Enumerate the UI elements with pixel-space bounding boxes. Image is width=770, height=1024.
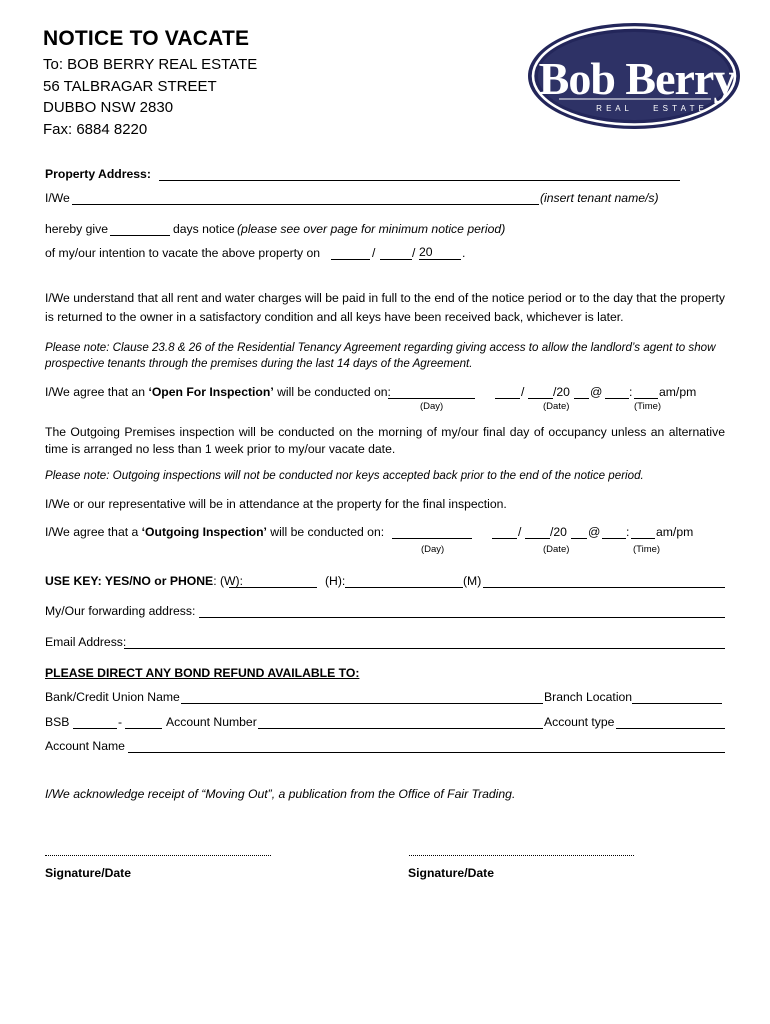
ofi-date-caption: (Date)	[543, 401, 570, 412]
ofi-date-month-field[interactable]	[528, 385, 553, 399]
bsb-label: BSB	[45, 715, 70, 729]
svg-text:Bob Berry: Bob Berry	[538, 53, 736, 104]
ofi-sentence	[45, 385, 391, 399]
outgoing-time-caption: (Time)	[633, 544, 661, 555]
ofi-prefix: I/We agree that an	[45, 385, 149, 399]
ofi-suffix: will be conducted on:	[273, 385, 391, 399]
outgoing-sentence	[45, 525, 384, 539]
use-key-line	[45, 574, 243, 588]
ofi-slash: /	[521, 385, 525, 399]
agency-name: To: BOB BERRY REAL ESTATE	[43, 56, 258, 73]
account-number-label: Account Number	[166, 715, 257, 729]
use-key-w-label: : (W):	[213, 574, 243, 588]
acknowledge-text: I/We acknowledge receipt of “Moving Out”, a publication from the Office of Fair Trading.	[45, 787, 516, 801]
bsb-dash: -	[118, 715, 123, 729]
use-key-h-label: (H):	[325, 574, 346, 588]
ofi-day-field[interactable]	[388, 385, 475, 399]
minimum-notice-note: (please see over page for minimum notice period)	[237, 222, 506, 236]
vacate-day-field[interactable]	[331, 246, 370, 260]
hereby-give-label: hereby give	[45, 222, 109, 236]
outgoing-date-day-field[interactable]	[492, 525, 517, 539]
outgoing-year-field[interactable]	[571, 525, 587, 539]
ofi-bold: ‘Open For Inspection’	[148, 385, 274, 399]
vacate-end: .	[462, 246, 466, 260]
vacate-slash-2: /	[412, 246, 416, 260]
outgoing-colon: :	[626, 525, 630, 539]
page-title: NOTICE TO VACATE	[43, 27, 250, 50]
account-type-field[interactable]	[616, 715, 725, 729]
outgoing-date-caption: (Date)	[543, 544, 570, 555]
svg-text:E S T A T E: E S T A T E	[653, 104, 705, 113]
vacate-year-field[interactable]	[419, 246, 461, 260]
ofi-ampm: am/pm	[659, 385, 697, 399]
bsb-first-field[interactable]	[73, 715, 117, 729]
tenant-names-field[interactable]	[72, 191, 539, 205]
iwe-label: I/We	[45, 191, 70, 205]
vacate-month-field[interactable]	[380, 246, 412, 260]
outgoing-suffix: will be conducted on:	[266, 525, 385, 539]
ofi-at: @	[590, 385, 603, 399]
account-type-label: Account type	[544, 715, 615, 729]
ofi-year: /20	[553, 385, 570, 399]
outgoing-prefix: I/We agree that a	[45, 525, 142, 539]
branch-location-field[interactable]	[632, 690, 722, 704]
ofi-year-field[interactable]	[574, 385, 589, 399]
days-notice-field[interactable]	[110, 222, 170, 236]
outgoing-at: @	[588, 525, 601, 539]
representative-text: I/We or our representative will be in attendance at the property for the final inspection.	[45, 497, 507, 511]
phone-mobile-field[interactable]	[483, 574, 725, 588]
forwarding-address-field[interactable]	[199, 604, 725, 618]
outgoing-day-caption: (Day)	[421, 544, 445, 555]
vacate-year-prefix: 20	[419, 245, 433, 259]
property-address-field[interactable]	[159, 167, 680, 181]
signature-right-line[interactable]	[409, 845, 634, 856]
bank-label: Bank/Credit Union Name	[45, 690, 180, 704]
branch-label: Branch Location	[544, 690, 633, 704]
property-address-label: Property Address:	[45, 167, 151, 181]
use-key-m-label: (M)	[463, 574, 482, 588]
agency-suburb: DUBBO NSW 2830	[43, 99, 174, 116]
email-label: Email Address:	[45, 635, 127, 649]
agency-street: 56 TALBRAGAR STREET	[43, 77, 217, 95]
signature-right-label: Signature/Date	[408, 866, 495, 880]
outgoing-date-month-field[interactable]	[525, 525, 550, 539]
phone-work-field[interactable]	[229, 574, 317, 588]
account-name-field[interactable]	[128, 739, 725, 753]
outgoing-minute-field[interactable]	[631, 525, 655, 539]
account-number-field[interactable]	[258, 715, 543, 729]
forwarding-label: My/Our forwarding address:	[45, 604, 196, 618]
phone-home-field[interactable]	[345, 574, 463, 588]
outgoing-day-field[interactable]	[392, 525, 472, 539]
outgoing-year: /20	[550, 525, 567, 539]
email-field[interactable]	[124, 635, 725, 649]
ofi-minute-field[interactable]	[634, 385, 658, 399]
vacate-slash-1: /	[372, 246, 376, 260]
rent-charges-paragraph: I/We understand that all rent and water charges will be paid in full to the end of the notice period or to the day that the property is returned to the owner in a satisfactory condition and all keys have been received back, whichever is later.	[45, 291, 725, 324]
clause-note: Please note: Clause 23.8 & 26 of the Residential Tenancy Agreement regarding giving access to allow the landlord’s agent to show prospective tenants through the premises during the last 14 days of the Agreement.	[45, 341, 716, 370]
account-name-label: Account Name	[45, 739, 125, 753]
outgoing-bold: ‘Outgoing Inspection’	[141, 525, 267, 539]
outgoing-slash: /	[518, 525, 522, 539]
signature-left-label: Signature/Date	[45, 866, 132, 880]
svg-text:R E A L: R E A L	[596, 104, 630, 113]
ofi-colon: :	[629, 385, 633, 399]
bank-name-field[interactable]	[181, 690, 543, 704]
ofi-date-day-field[interactable]	[495, 385, 520, 399]
outgoing-hour-field[interactable]	[602, 525, 626, 539]
days-notice-label: days notice	[173, 222, 235, 236]
outgoing-paragraph: The Outgoing Premises inspection will be conducted on the morning of my/our final day of occupancy unless an alternative time is arranged no less than 1 week prior to my/our vacate date.	[45, 425, 725, 456]
signature-left-line[interactable]	[45, 845, 271, 856]
outgoing-note: Please note: Outgoing inspections will not be conducted nor keys accepted back prior to the end of the notice period.	[45, 469, 644, 482]
intention-text: of my/our intention to vacate the above property on	[45, 246, 321, 260]
agency-fax: Fax: 6884 8220	[43, 120, 148, 138]
ofi-time-caption: (Time)	[634, 401, 662, 412]
bob-berry-logo	[527, 22, 741, 130]
ofi-hour-field[interactable]	[605, 385, 629, 399]
insert-tenant-hint: (insert tenant name/s)	[540, 191, 659, 205]
outgoing-ampm: am/pm	[656, 525, 694, 539]
ofi-day-caption: (Day)	[420, 401, 444, 412]
bsb-second-field[interactable]	[125, 715, 162, 729]
bond-heading: PLEASE DIRECT ANY BOND REFUND AVAILABLE TO:	[45, 666, 360, 680]
use-key-label: USE KEY: YES/NO or PHONE	[45, 574, 214, 588]
